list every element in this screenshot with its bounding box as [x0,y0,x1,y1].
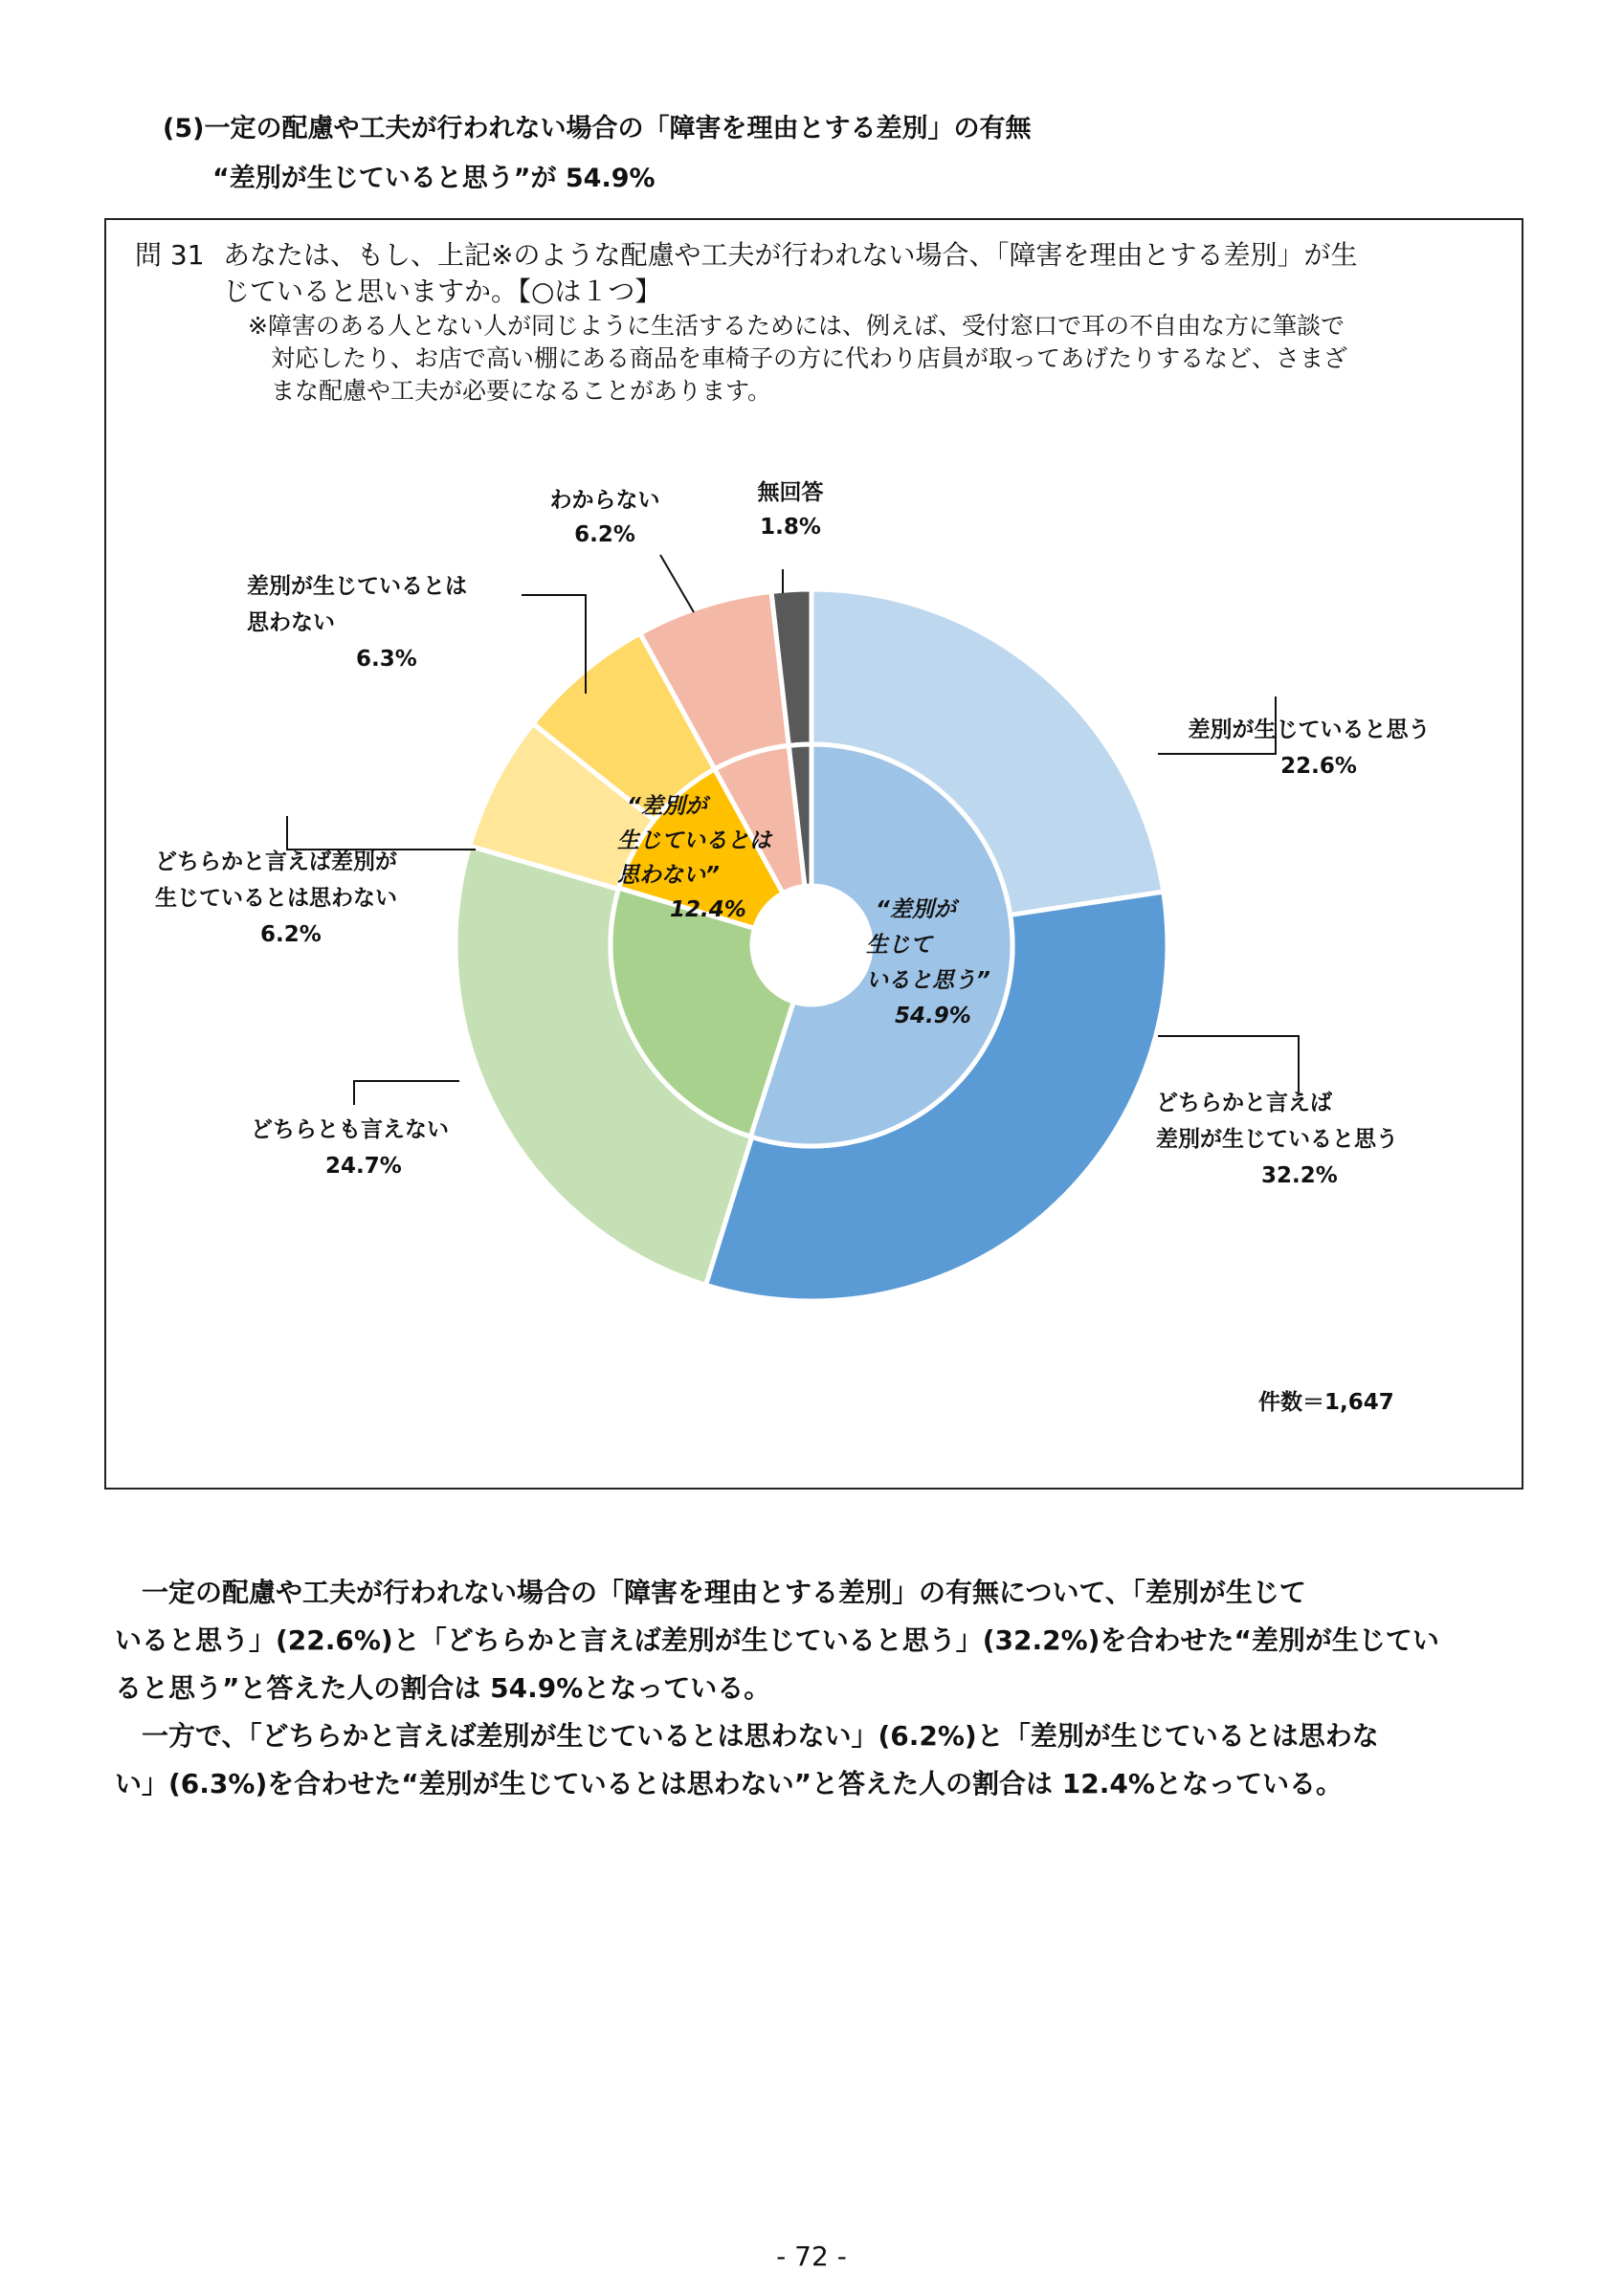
label-outer-2-line1: どちらとも言えない [251,1117,449,1142]
label-inner-0-line1: “差別が [876,897,956,922]
label-inner-2-line1: “差別が [627,794,707,819]
label-outer-5-line2: 6.2% [574,522,635,547]
label-outer-1-line3: 32.2% [1261,1163,1338,1188]
para1-line3: ると思う”と答えた人の割合は 54.9%となっている。 [115,1672,771,1704]
label-outer-6-line1: 無回答 [757,480,824,505]
label-inner-0-line3: いると思う” [866,968,990,993]
para2-line2: い」(6.3%)を合わせた“差別が生じているとは思わない”と答えた人の割合は 12.4%となっている。 [115,1768,1343,1799]
question-note-line3: まな配慮や工夫が必要になることがあります。 [271,377,772,405]
body-paragraph-1 [115,1569,1512,1712]
label-outer-3-line3: 6.2% [260,922,322,947]
section-heading: (5)一定の配慮や工夫が行われない場合の「障害を理由とする差別」の有無 [163,114,1032,144]
label-inner-2-line2: 生じているとは [617,828,771,853]
label-outer-4-line3: 6.3% [356,647,417,672]
label-outer-0-line1: 差別が生じていると思う [1188,718,1431,742]
leader-outer-5 [660,555,694,612]
label-outer-3-line2: 生じているとは思わない [155,886,397,911]
label-outer-3-line1: どちらかと言えば差別が [155,850,397,874]
label-outer-6-line2: 1.8% [760,515,821,540]
leader-outer-2 [354,1081,459,1105]
para1-line2: いると思う」(22.6%)と「どちらかと言えば差別が生じていると思う」(32.2%)を合わせた“差別が生じてい [115,1624,1439,1656]
question-number: 問 31 [135,239,205,271]
label-outer-0-line2: 22.6% [1280,754,1357,779]
leader-outer-1 [1158,1036,1299,1093]
count-label: 件数＝1,647 [1258,1390,1394,1415]
body-paragraph-2 [115,1712,1512,1808]
label-outer-2-line2: 24.7% [325,1154,402,1179]
label-inner-0-line2: 生じて [866,933,932,958]
label-inner-0-line4: 54.9% [895,1004,971,1028]
label-inner-2-line4: 12.4% [670,897,746,922]
label-outer-1-line2: 差別が生じていると思う [1156,1127,1398,1152]
para2-line1: 一方で、「どちらかと言えば差別が生じているとは思わない」(6.2%)と「差別が生じているとは思わな [142,1720,1379,1752]
label-outer-5-line1: わからない [549,488,660,513]
question-note-line1: ※障害のある人とない人が同じように生活するためには、例えば、受付窓口で耳の不自由な方に筆談で [248,312,1345,340]
page-number: - 72 - [776,2241,847,2272]
question-text-line1: あなたは、もし、上記※のような配慮や工夫が行われない場合、「障害を理由とする差別」が生 [223,239,1358,271]
label-inner-2-line3: 思わない” [617,863,720,888]
para1-line1: 一定の配慮や工夫が行われない場合の「障害を理由とする差別」の有無について、「差別が生じて [142,1577,1306,1608]
section-subheading: “差別が生じていると思う”が 54.9% [212,164,656,193]
question-note-line2: 対応したり、お店で高い棚にある商品を車椅子の方に代わり店員が取ってあげたりするなど、さまざ [271,344,1348,372]
label-outer-4-line1: 差別が生じているとは [247,574,467,599]
label-outer-4-line2: 思わない [247,610,335,635]
label-outer-1-line1: どちらかと言えば [1156,1091,1332,1115]
leader-outer-3 [287,816,476,850]
question-text-line2: じていると思いますか。【○は１つ】 [223,276,662,307]
